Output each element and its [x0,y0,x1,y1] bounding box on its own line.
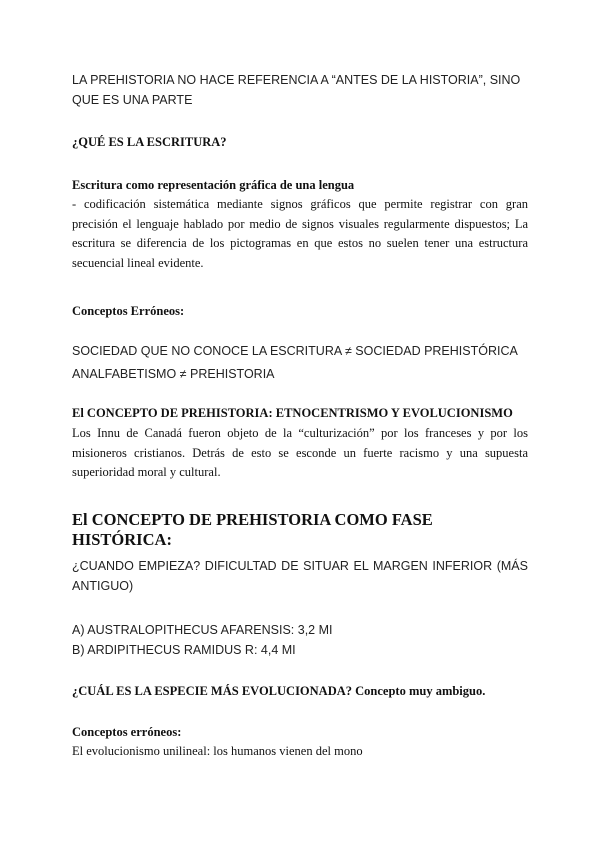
writing-body: - codificación sistemática mediante signos gráficos que permite registrar con gran precisión el lenguaje hablado por medio de signos visuales regularmente dispuestos; La escritura se diferencia de los pictogramas en que estos no suelen tener una estructura secuencial lineal evidente. [72,197,528,270]
phase-item-a: A) AUSTRALOPITHECUS AFARENSIS: 3,2 MI [72,623,333,637]
errors-list [72,340,528,386]
species-heading: ¿CUÁL ES LA ESPECIE MÁS EVOLUCIONADA? Concepto muy ambiguo. [72,684,486,698]
errors-line-1: SOCIEDAD QUE NO CONOCE LA ESCRITURA ≠ SOCIEDAD PREHISTÓRICA [72,344,518,358]
writing-heading: ¿QUÉ ES LA ESCRITURA? [72,135,227,149]
errors2-heading: Conceptos erróneos: [72,725,182,739]
phase-list [72,620,528,660]
phase-item-b: B) ARDIPITHECUS RAMIDUS R: 4,4 MI [72,643,296,657]
ethno-heading: El CONCEPTO DE PREHISTORIA: ETNOCENTRISMO Y EVOLUCIONISMO [72,406,513,420]
writing-subheading: Escritura como representación gráfica de una lengua [72,178,355,192]
errors-heading: Conceptos Erróneos: [72,304,185,318]
errors2-body: El evolucionismo unilineal: los humanos vienen del mono [72,744,363,758]
phase-heading: El CONCEPTO DE PREHISTORIA COMO FASE HISTÓRICA: [72,510,433,549]
ethno-body: Los Innu de Canadá fueron objeto de la “culturización” por los franceses y por los misioneros cristianos. Detrás de esto se esconde un fuerte racismo y una supuesta superioridad moral y cultural. [72,426,528,479]
errors-line-2: ANALFABETISMO ≠ PREHISTORIA [72,367,275,381]
intro-line-1: LA PREHISTORIA NO HACE REFERENCIA A “ANTES DE LA HISTORIA”, SINO [72,73,521,87]
intro-paragraph [72,70,528,110]
phase-question: ¿CUANDO EMPIEZA? DIFICULTAD DE SITUAR EL MARGEN INFERIOR (MÁS ANTIGUO) [72,559,528,593]
intro-line-2: QUE ES UNA PARTE [72,93,193,107]
